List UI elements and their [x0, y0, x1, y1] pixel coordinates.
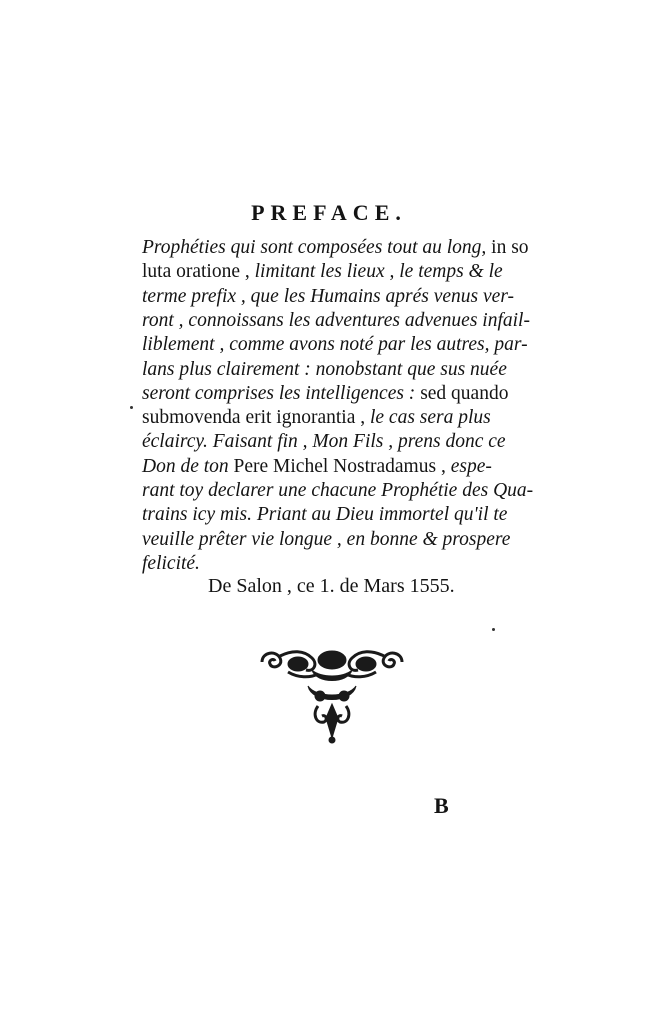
text-segment: lans plus clairement : nonobstant que sus nuée [142, 358, 507, 380]
text-line [142, 383, 542, 405]
text-line [142, 237, 542, 259]
text-segment: Pere Michel Nostradamus , [233, 455, 451, 477]
text-segment: limitant les lieux , le temps & le [254, 261, 503, 283]
text-segment: felicité. [142, 552, 200, 574]
text-line [142, 529, 542, 551]
text-segment: le cas sera plus [369, 407, 491, 429]
text-line [142, 261, 542, 283]
text-segment: veuille prêter vie longue , en bonne & prospere [142, 528, 511, 550]
ink-speck [492, 628, 495, 631]
text-line [142, 431, 542, 453]
text-line [142, 359, 542, 381]
text-segment: ront , connoissans les adventures advenues infail- [142, 309, 530, 331]
text-segment: luta oratione , [142, 261, 255, 283]
text-segment: sed quando [420, 382, 509, 404]
text-segment: in so [491, 237, 529, 258]
text-line [142, 334, 542, 356]
text-segment: seront comprises les intelligences : [142, 382, 421, 404]
page-heading: PREFACE. [251, 200, 407, 225]
text-segment: terme prefix , que les Humains aprés venus ver- [142, 285, 515, 307]
text-line [142, 504, 542, 526]
fleuron-ornament-icon [258, 648, 406, 744]
text-line [142, 480, 542, 502]
text-segment: éclaircy. Faisant fin , Mon Fils , prens donc ce [142, 431, 506, 453]
text-line [142, 407, 542, 429]
text-line [142, 286, 542, 308]
text-segment: liblement , comme avons noté par les autres, par- [142, 334, 528, 356]
text-segment: rant toy declarer une chacune Prophétie des Qua- [142, 480, 534, 501]
text-segment: espe- [450, 455, 492, 477]
ink-speck [130, 406, 133, 409]
signature-mark: B [434, 793, 449, 818]
text-line [142, 456, 542, 478]
text-line [142, 310, 542, 332]
dateline: De Salon , ce 1. de Mars 1555. [208, 575, 455, 597]
text-line [142, 553, 542, 575]
text-segment: trains icy mis. Priant au Dieu immortel qu'il te [142, 504, 508, 526]
text-segment: submovenda erit ignorantia , [142, 407, 370, 429]
text-segment: Prophéties qui sont composées tout au long, [142, 237, 492, 258]
text-segment: Don de ton [142, 455, 234, 477]
